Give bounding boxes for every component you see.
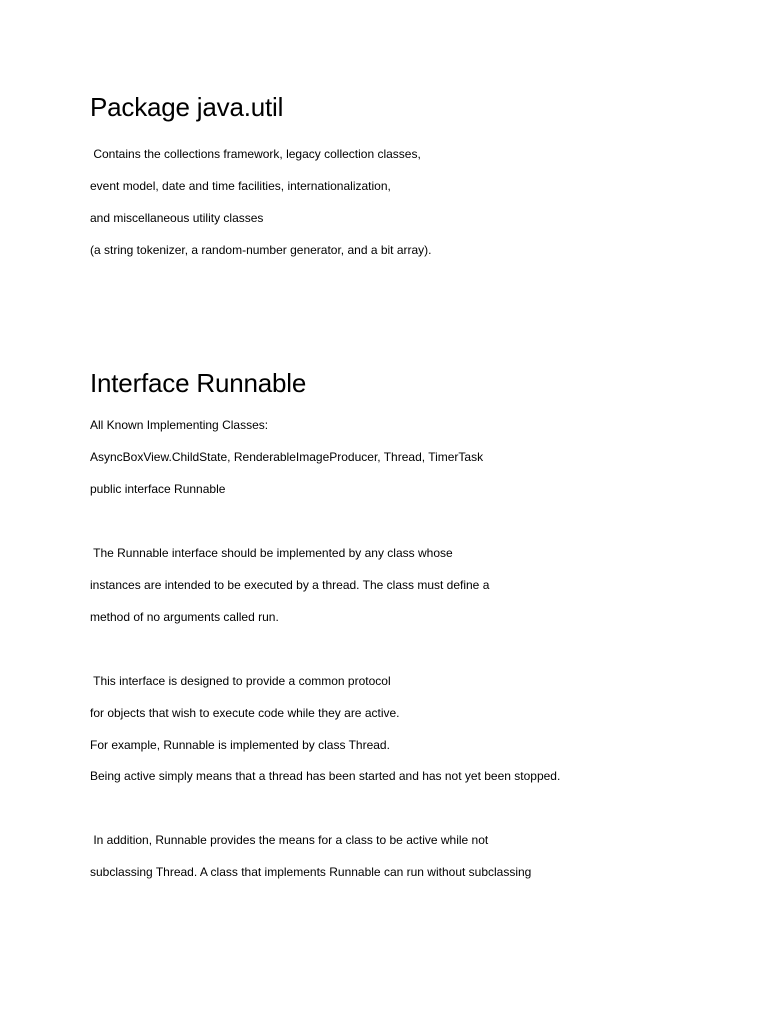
package-description-line-1: Contains the collections framework, legacy collection classes, bbox=[90, 147, 421, 161]
runnable-paragraph-1-line-3: method of no arguments called run. bbox=[90, 610, 279, 624]
package-description-line-3: and miscellaneous utility classes bbox=[90, 211, 264, 225]
interface-heading: Interface Runnable bbox=[90, 368, 307, 398]
package-description-line-2: event model, date and time facilities, internationalization, bbox=[90, 179, 391, 193]
runnable-paragraph-3-line-1: In addition, Runnable provides the means for a class to be active while not bbox=[90, 833, 489, 847]
runnable-paragraph-2-line-4: Being active simply means that a thread has been started and has not yet been stopped. bbox=[90, 769, 561, 783]
runnable-paragraph-3-line-2: subclassing Thread. A class that implements Runnable can run without subclassing bbox=[90, 865, 532, 879]
runnable-paragraph-1-line-1: The Runnable interface should be implemented by any class whose bbox=[90, 546, 453, 560]
runnable-paragraph-1-line-2: instances are intended to be executed by a thread. The class must define a bbox=[90, 578, 490, 592]
runnable-paragraph-2-line-3: For example, Runnable is implemented by class Thread. bbox=[90, 738, 390, 752]
implementing-classes-label: All Known Implementing Classes: bbox=[90, 418, 269, 432]
package-heading: Package java.util bbox=[90, 92, 284, 122]
package-description-line-4: (a string tokenizer, a random-number generator, and a bit array). bbox=[90, 243, 432, 257]
interface-declaration: public interface Runnable bbox=[90, 482, 226, 496]
runnable-paragraph-2-line-1: This interface is designed to provide a common protocol bbox=[90, 674, 391, 688]
runnable-paragraph-2-line-2: for objects that wish to execute code while they are active. bbox=[90, 706, 400, 720]
implementing-classes-list: AsyncBoxView.ChildState, RenderableImageProducer, Thread, TimerTask bbox=[90, 450, 484, 464]
